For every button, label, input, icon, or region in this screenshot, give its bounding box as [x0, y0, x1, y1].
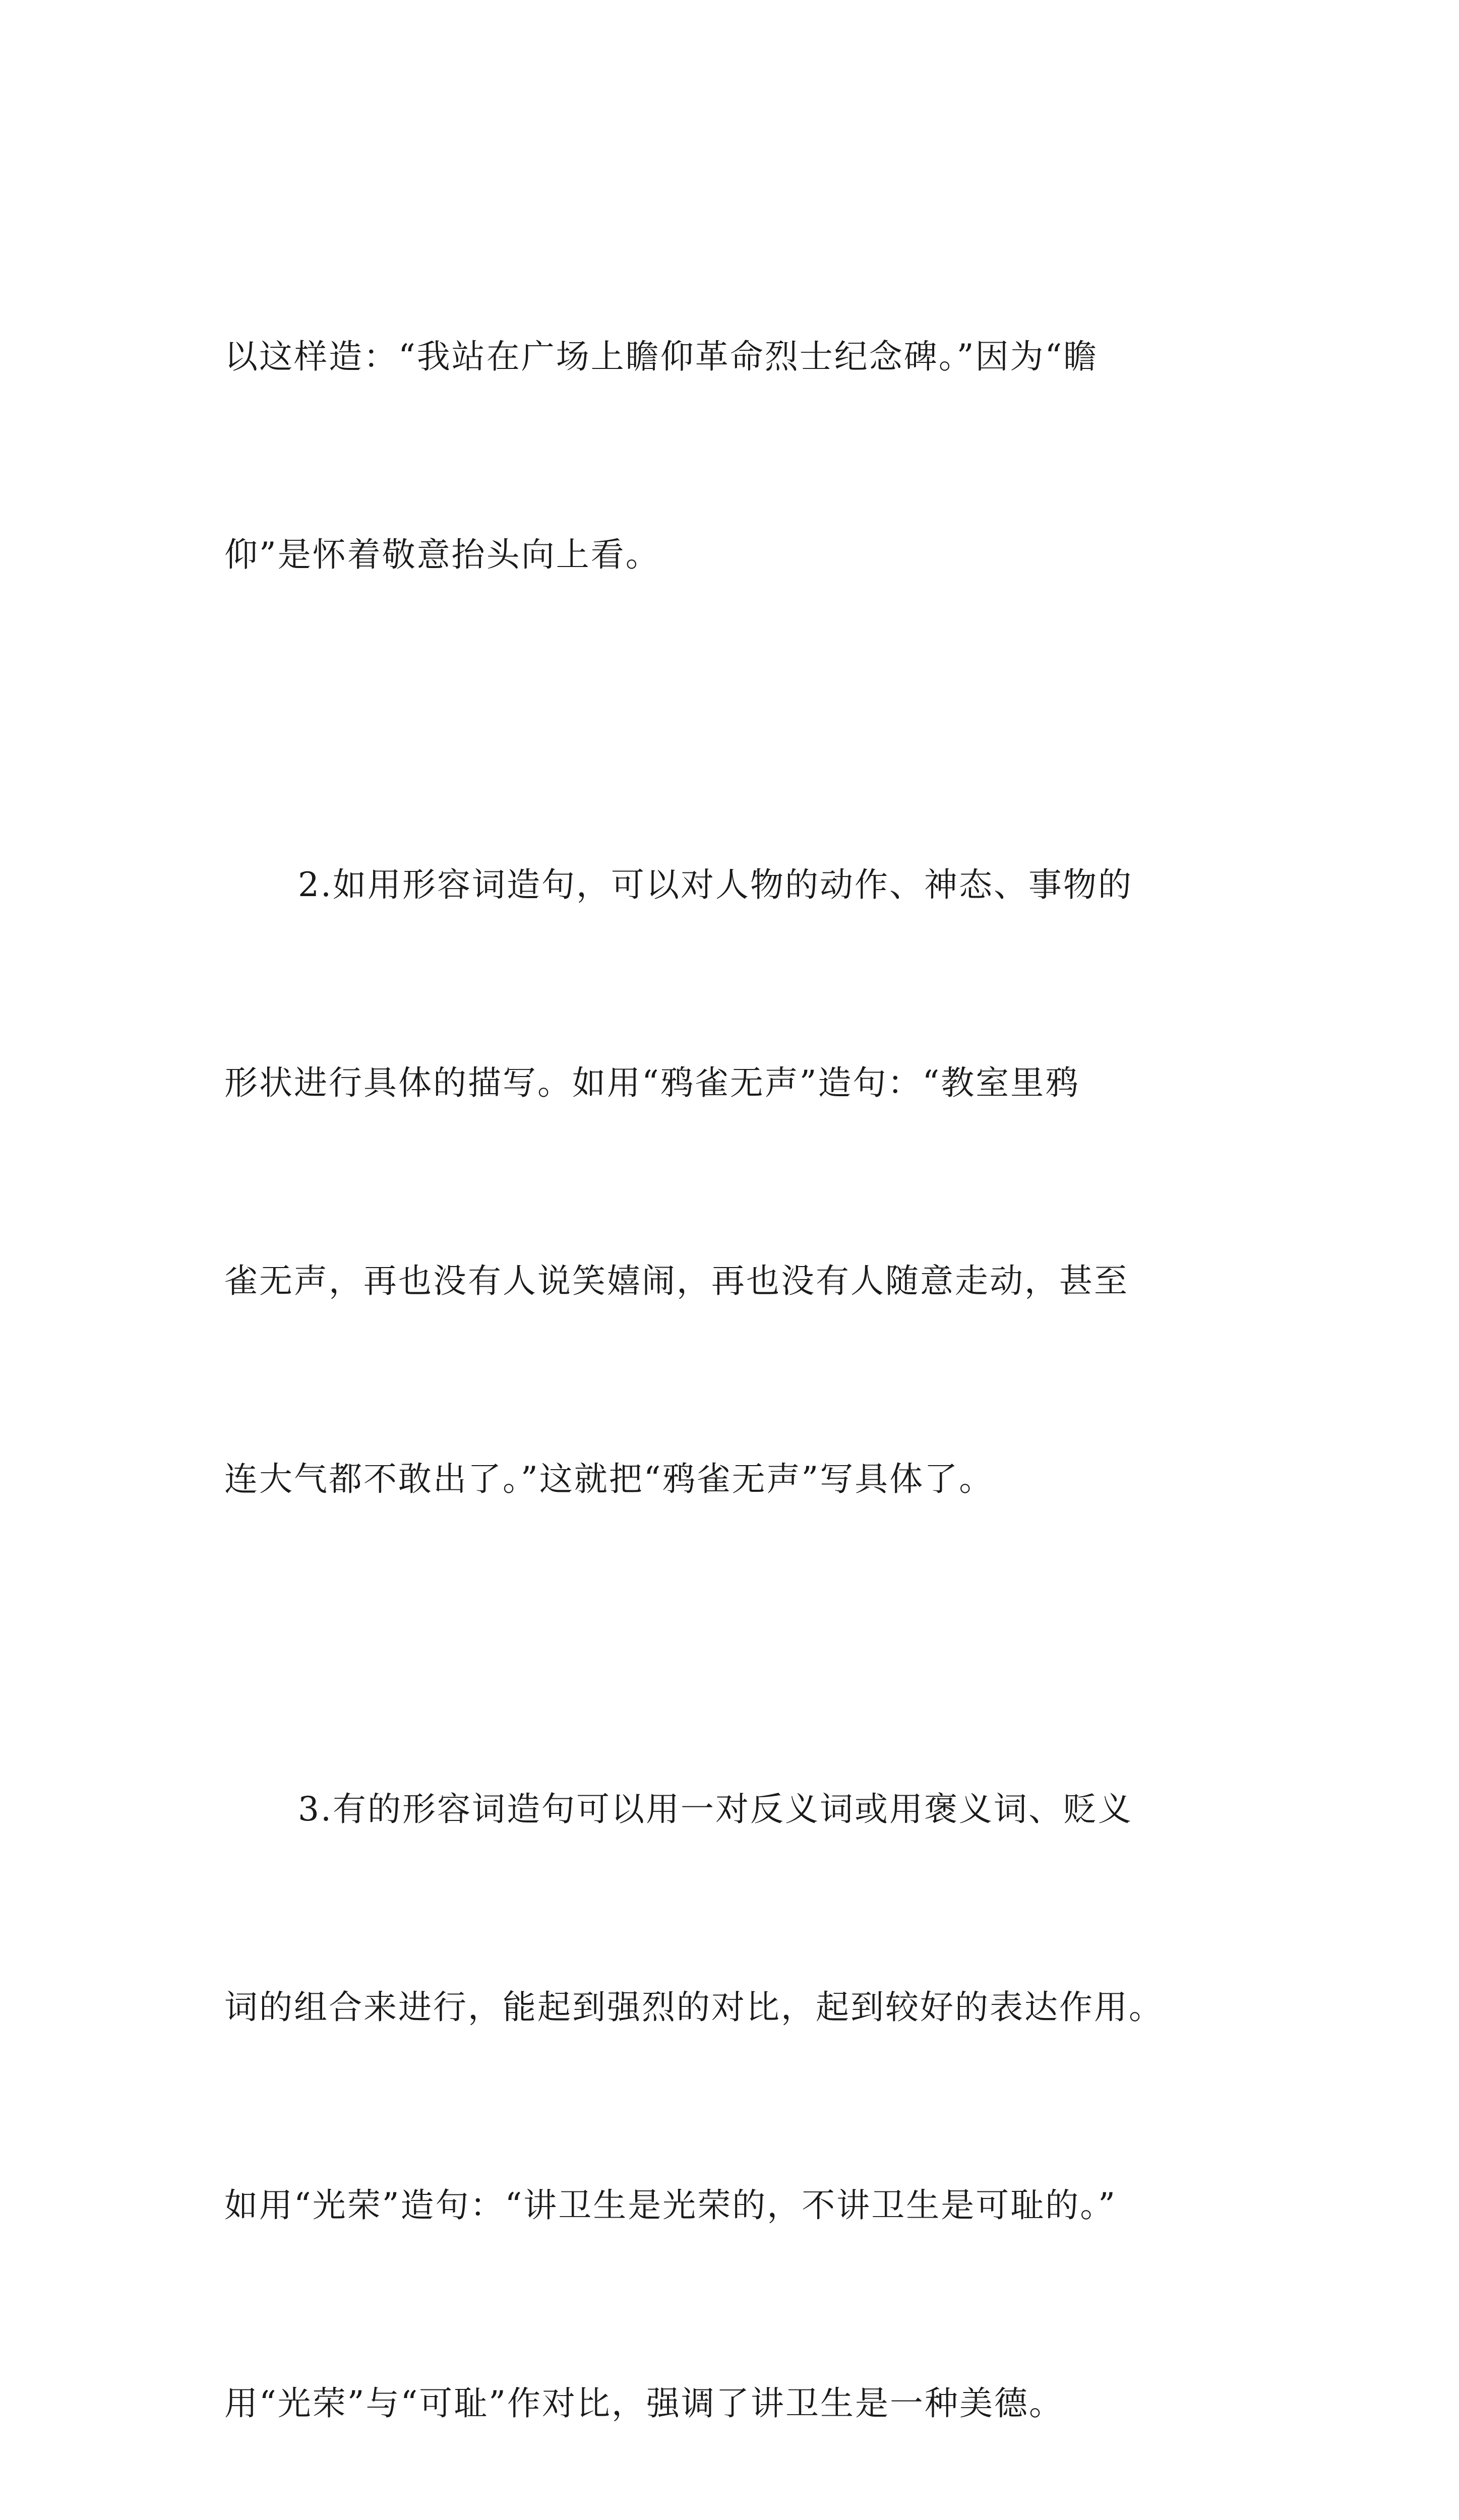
text-line: 雀无声，再也没有人说笑嬉闹，再也没有人随意走动，甚至: [224, 1262, 1129, 1300]
document-body: [224, 192, 1243, 2520]
text-line: 连大气都不敢出了。”这就把“鸦雀无声”写具体了。: [224, 1460, 994, 1498]
paragraph-item-2: [224, 720, 1243, 1644]
paragraph-item-3: [224, 1644, 1243, 2520]
text-line: 如用“光荣”造句：“讲卫生是光荣的，不讲卫生是可耻的。”: [224, 2186, 1117, 2225]
text-line: 以这样造：“我站在广场上瞻仰革命烈士纪念碑。”因为“瞻: [224, 337, 1099, 376]
text-line: 用“光荣”与“可耻”作对比，强调了讲卫生是一种美德。: [224, 2384, 1064, 2423]
text-line: 词的组合来进行，能起到强烈的对比，起到较好的表达作用。: [224, 1988, 1164, 2027]
text-line: 2.如用形容词造句，可以对人物的动作、神态、事物的: [298, 865, 1133, 904]
paragraph-continuation: [224, 192, 1243, 720]
text-line: 3.有的形容词造句可以用一对反义词或用褒义词、贬义: [298, 1790, 1133, 1829]
text-line: 仰”是怀着敬意抬头向上看。: [224, 535, 660, 574]
text-line: 形状进行具体的描写。如用“鸦雀无声”造句：“教室里鸦: [224, 1063, 1080, 1102]
